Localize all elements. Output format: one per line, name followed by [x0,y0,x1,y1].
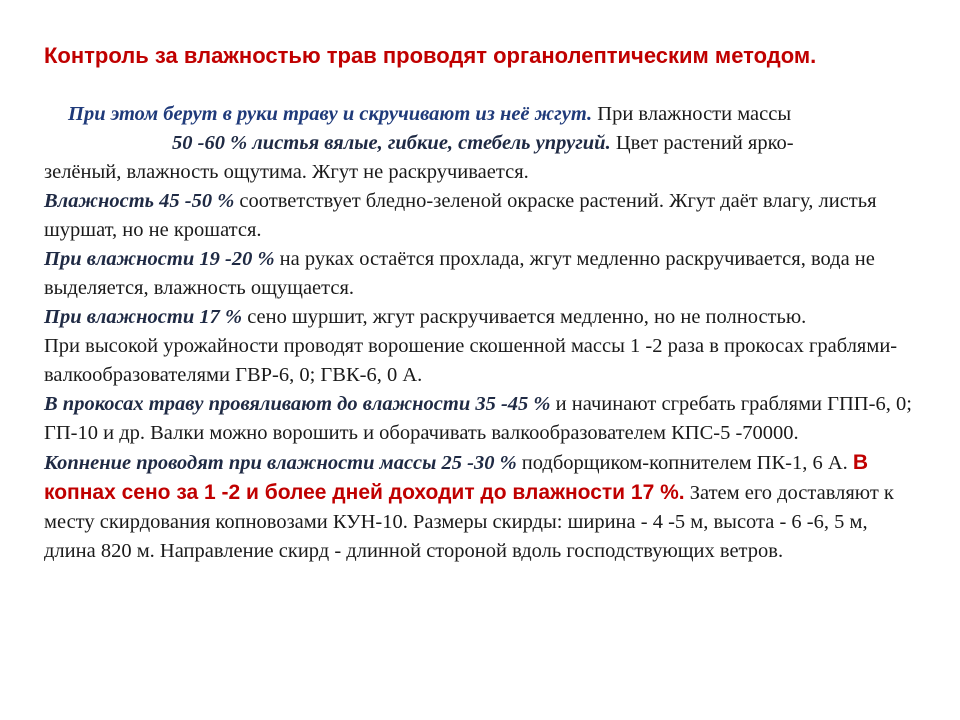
paragraph-moisture-45-50 [44,187,924,245]
text-plant-color: Цвет растений ярко- [610,132,794,154]
slide-body [44,100,924,566]
text-stacker: подборщиком-копнителем ПК-1, 6 А. [516,452,853,474]
paragraph-stacking [44,448,924,566]
emphasis-moisture-50-60: 50 -60 % листья вялые, гибкие, стебель упругий. [172,132,611,154]
paragraph-windrows [44,390,924,448]
emphasis-moisture-45-50: Влажность 45 -50 % [44,190,235,212]
emphasis-twist-method: При этом берут в руки траву и скручивают из неё жгут. [68,103,593,125]
slide-title: Контроль за влажностью трав проводят органолептическим методом. [44,43,817,68]
emphasis-stacking-moisture: Копнение проводят при влажности массы 25 -30 % [44,452,517,474]
emphasis-windrow-drying: В прокосах траву провяливают до влажности 35 -45 % [44,393,551,415]
paragraph-twist-method [44,100,924,129]
paragraph-moisture-17 [44,303,924,332]
text-windrow-raking: и начинают сгребать граблями ГПП-6, 0; ГП-10 и др. Валки можно ворошить и оборачивать валкообразователем КПС-5 -70000. [44,393,912,444]
paragraph-tedding: При высокой урожайности проводят ворошение скошенной массы 1 -2 раза в прокосах граблями-валкообразователями ГВР-6, 0; ГВК-6, 0 А. [44,335,898,386]
paragraph-moisture-19-20 [44,245,924,303]
emphasis-moisture-19-20: При влажности 19 -20 % [44,248,275,270]
text-moisture-17: сено шуршит, жгут раскручивается медленно, но не полностью. [242,306,807,328]
paragraph-moisture-50-60 [44,129,924,158]
text-moisture-45-50: соответствует бледно-зеленой окраске растений. Жгут даёт влагу, листья шуршат, но не крошатся. [44,190,877,241]
text-moisture-intro: При влажности массы [592,103,792,125]
paragraph-green-color: зелёный, влажность ощутима. Жгут не раскручивается. [44,161,529,183]
text-haystack-details: Затем его доставляют к месту скирдования копновозами КУН-10. Размеры скирды: ширина - 4 -5 м, высота - 6 -6, 5 м, длина 820 м. Направление скирд - длинной стороной вдоль господствующих ветров. [44,482,894,562]
text-moisture-19-20: на руках остаётся прохлада, жгут медленно раскручивается, вода не выделяется, влажность ощущается. [44,248,875,299]
highlight-stack-drying: В копнах сено за 1 -2 и более дней доходит до влажности 17 %. [44,451,869,504]
emphasis-moisture-17: При влажности 17 % [44,306,243,328]
